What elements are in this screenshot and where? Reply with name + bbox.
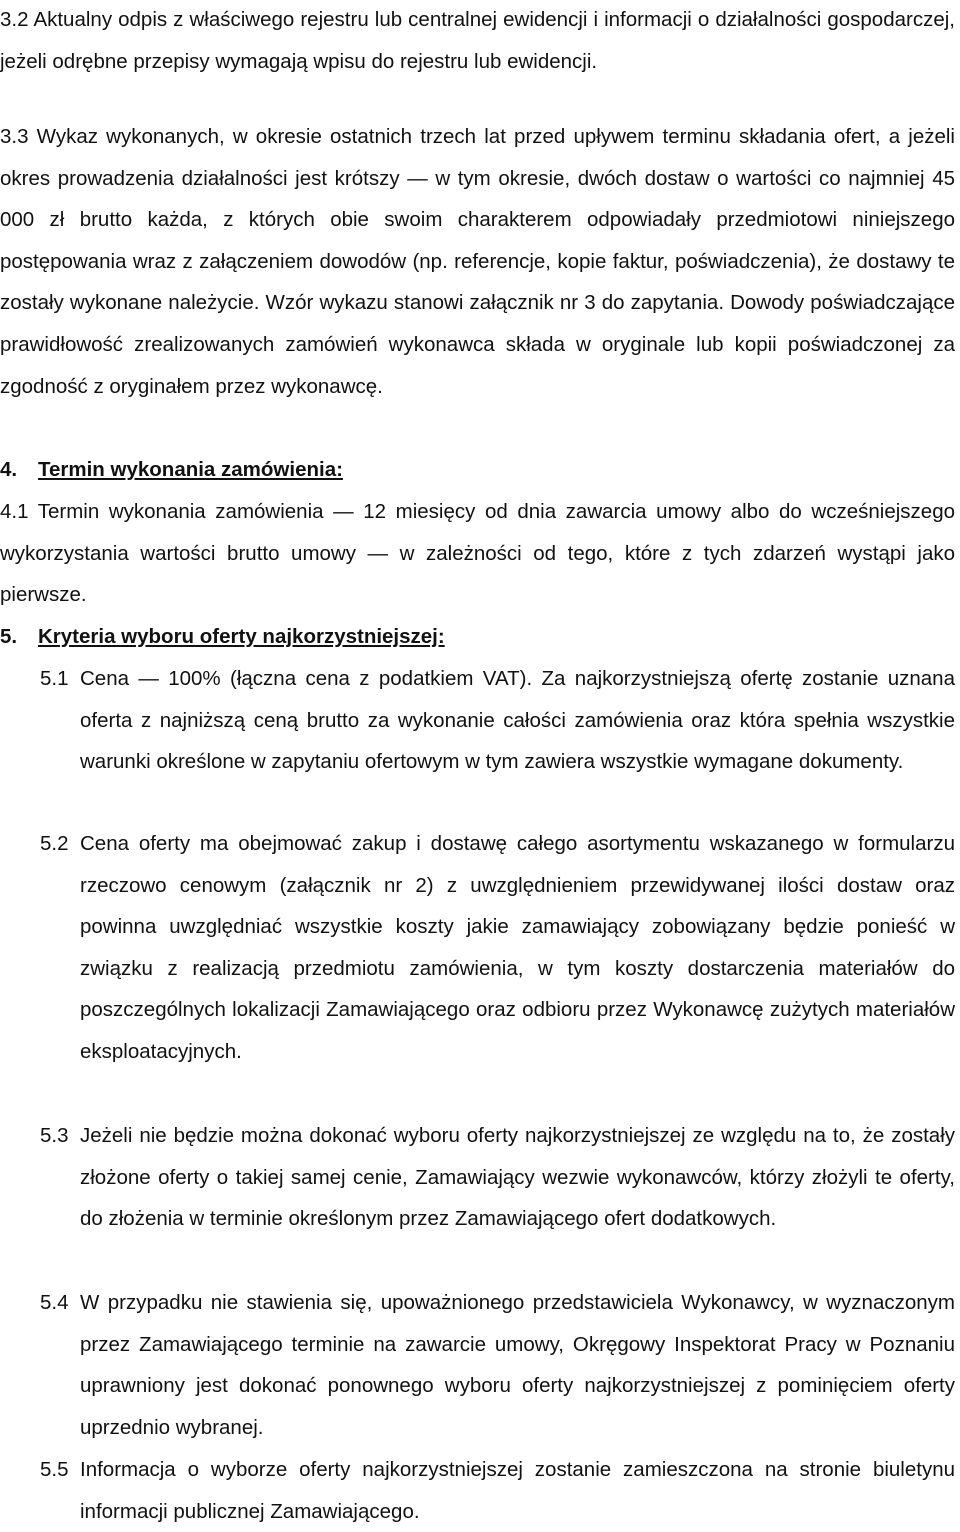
- paragraph-text: Aktualny odpis z właściwego rejestru lub centralnej ewidencji i informacji o działalności gospodarczej, jeżeli odrębne przepisy wymagają wpisu do rejestru lub ewidencji.: [0, 8, 955, 73]
- item-number: 5.3: [40, 1124, 69, 1147]
- section-heading-5: [0, 616, 445, 658]
- section-number: 4.: [0, 458, 18, 481]
- item-number: 5.4: [40, 1291, 69, 1314]
- section-title: Kryteria wyboru oferty najkorzystniejszej:: [38, 625, 445, 648]
- item-text: Informacja o wyborze oferty najkorzystniejszej zostanie zamieszczona na stronie biuletynu informacji publicznej Zamawiającego.: [80, 1458, 955, 1523]
- item-text: Cena oferty ma obejmować zakup i dostawę całego asortymentu wskazanego w formularzu rzeczowo cenowym (załącznik nr 2) z uwzględnieniem przewidywanej ilości dostaw oraz powinna uwzględniać wszystkie koszty jakie zamawiający zobowiązany będzie ponieść w związku z realizacją przedmiotu zamówienia, w tym koszty dostarczenia materiałów do poszczególnych lokalizacji Zamawiającego oraz odbioru przez Wykonawcę zużytych materiałów eksploatacyjnych.: [80, 832, 955, 1063]
- section-heading-4: [0, 449, 343, 491]
- item-text: Jeżeli nie będzie można dokonać wyboru oferty najkorzystniejszej ze względu na to, że zostały złożone oferty o takiej samej cenie, Zamawiający wezwie wykonawców, którzy złożyli te oferty, do złożenia w terminie określonym przez Zamawiającego ofert dodatkowych.: [80, 1124, 955, 1231]
- list-item-5-4: [40, 1282, 955, 1448]
- paragraph-number: 4.1: [0, 500, 29, 523]
- paragraph-text: Wykaz wykonanych, w okresie ostatnich trzech lat przed upływem terminu składania ofert, a jeżeli okres prowadzenia działalności jest krótszy — w tym okresie, dwóch dostaw o wartości co najmniej 45 000 zł brutto każda, z których obie swoim charakterem odpowiadały przedmiotowi niniejszego postępowania wraz z załączeniem dowodów (np. referencje, kopie faktur, poświadczenia), że dostawy te zostały wykonane należycie. Wzór wykazu stanowi załącznik nr 3 do zapytania. Dowody poświadczające prawidłowość zrealizowanych zamówień wykonawca składa w oryginale lub kopii poświadczonej za zgodność z oryginałem przez wykonawcę.: [0, 125, 955, 398]
- paragraph-3-3: [0, 116, 955, 407]
- list-item-5-5: [40, 1449, 955, 1532]
- paragraph-text: Termin wykonania zamówienia — 12 miesięcy od dnia zawarcia umowy albo do wcześniejszego wykorzystania wartości brutto umowy — w zależności od tego, które z tych zdarzeń wystąpi jako pierwsze.: [0, 500, 955, 607]
- item-number: 5.5: [40, 1458, 69, 1481]
- item-text: W przypadku nie stawienia się, upoważnionego przedstawiciela Wykonawcy, w wyznaczonym przez Zamawiającego terminie na zawarcie umowy, Okręgowy Inspektorat Pracy w Poznaniu uprawniony jest dokonać ponownego wyboru oferty najkorzystniejszej z pominięciem oferty uprzednio wybranej.: [80, 1291, 955, 1439]
- list-item-5-1: [40, 658, 955, 783]
- paragraph-number: 3.2: [0, 8, 29, 31]
- item-number: 5.1: [40, 667, 69, 690]
- section-title: Termin wykonania zamówienia:: [38, 458, 343, 481]
- list-item-5-2: [40, 823, 955, 1073]
- item-number: 5.2: [40, 832, 69, 855]
- paragraph-number: 3.3: [0, 125, 29, 148]
- item-text: Cena — 100% (łączna cena z podatkiem VAT). Za najkorzystniejszą ofertę zostanie uznana oferta z najniższą ceną brutto za wykonanie całości zamówienia oraz która spełnia wszystkie warunki określone w zapytaniu ofertowym w tym zawiera wszystkie wymagane dokumenty.: [80, 667, 955, 774]
- paragraph-3-2: [0, 0, 955, 82]
- section-number: 5.: [0, 625, 18, 648]
- list-item-5-3: [40, 1115, 955, 1240]
- paragraph-4-1: [0, 491, 955, 616]
